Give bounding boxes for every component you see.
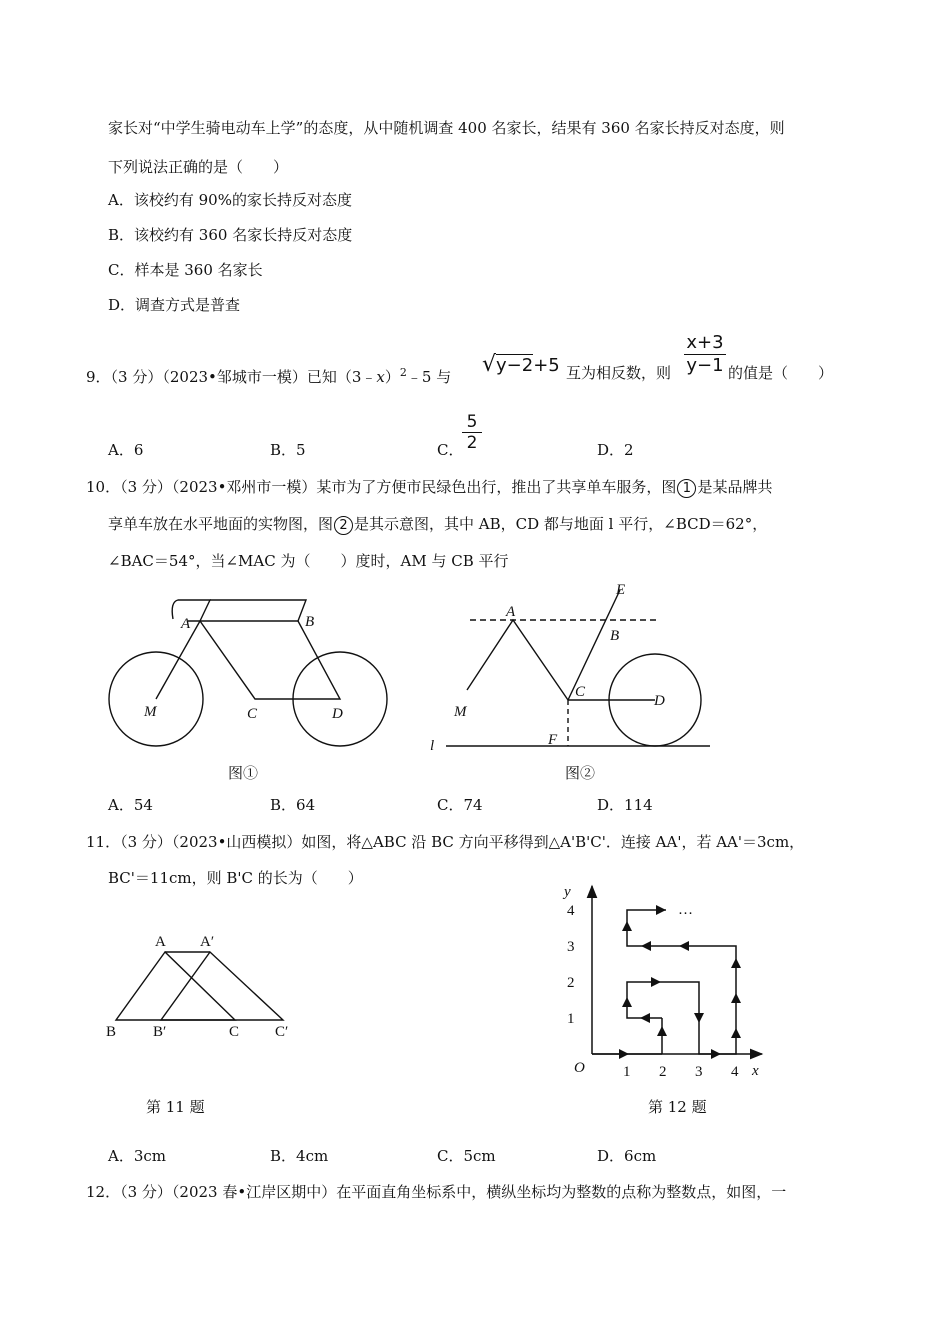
fig1-seat-stay xyxy=(156,621,200,699)
q12-origin-label: O xyxy=(574,1060,585,1076)
q12-x-label: x xyxy=(752,1063,759,1079)
q12-arrow-5 xyxy=(694,1013,704,1023)
q10-figure2-schematic xyxy=(420,578,720,753)
q10-figure1-caption: 图① xyxy=(228,764,259,782)
q9-sqrt-content: y−2 xyxy=(496,355,534,376)
fig1-label-m: M xyxy=(144,704,157,720)
q8-option-d: D．调查方式是普查 xyxy=(108,296,241,314)
q10-line2 xyxy=(108,514,767,535)
q9-var-x: x xyxy=(376,368,385,386)
q10-line3: ∠BAC＝54°，当∠MAC 为（ ）度时，AM 与 CB 平行 xyxy=(108,552,509,570)
fig1-label-d: D xyxy=(332,706,343,722)
q9-after-exponent: ﹣5 与 xyxy=(406,368,452,386)
q10-option-a: A．54 xyxy=(108,796,153,814)
q9-radical-sign: √ xyxy=(482,352,497,377)
q9-option-c-numerator: 5 xyxy=(466,412,478,432)
q10-line1 xyxy=(86,477,772,498)
q10-option-c: C．74 xyxy=(437,796,483,814)
q11-figure-translation xyxy=(100,928,300,1043)
q11-label-c-prime: C′ xyxy=(275,1024,289,1040)
q12-arrow-9 xyxy=(731,958,741,968)
fig1-frame xyxy=(200,621,340,699)
q12-y-tick-1: 1 xyxy=(567,1011,575,1027)
q12-y-tick-3: 3 xyxy=(567,939,575,955)
q10-option-d: D．114 xyxy=(597,796,653,814)
q12-arrow-0 xyxy=(619,1049,629,1059)
q12-arrow-1 xyxy=(657,1026,667,1036)
q8-option-b: B．该校约有 360 名家长持反对态度 xyxy=(108,226,353,244)
q12-arrow-12 xyxy=(622,921,632,931)
q12-arrow-4 xyxy=(651,977,661,987)
q11-option-a: A．3cm xyxy=(108,1147,167,1165)
q10-line2b: 是其示意图，其中 AB，CD 都与地面 l 平行，∠BCD＝62°， xyxy=(354,515,768,533)
q12-figure-caption: 第 12 题 xyxy=(648,1098,707,1116)
fig2-label-l: l xyxy=(430,738,435,754)
q11-line1: 11．（3 分）（2023•山西模拟）如图，将△ABC 沿 BC 方向平移得到△A'B'C'．连接 AA'，若 AA'＝3cm， xyxy=(86,833,805,851)
q10-circled-2: 2 xyxy=(334,516,353,535)
q10-figure1-bicycle xyxy=(100,590,400,750)
q12-y-tick-4: 4 xyxy=(567,903,575,919)
q12-x-tick-4: 4 xyxy=(731,1064,739,1080)
q11-triangle-abc-prime xyxy=(161,952,283,1020)
q12-arrow-13 xyxy=(656,905,666,915)
q12-arrow-8 xyxy=(731,993,741,1003)
q10-line1a: 10．（3 分）（2023•邓州市一模）某市为了方便市民绿色出行，推出了共享单车服务，图 xyxy=(86,478,677,496)
q9-option-c-denominator: 2 xyxy=(466,433,478,453)
q11-label-c: C xyxy=(229,1024,240,1040)
q12-figure-lattice-path xyxy=(556,878,776,1078)
fig2-label-f: F xyxy=(548,732,558,748)
q9-plus-five: +5 xyxy=(533,355,560,376)
q11-label-a: A xyxy=(155,934,166,950)
fig1-label-a: A xyxy=(181,616,191,632)
fig2-label-b: B xyxy=(610,628,620,644)
fig1-handlebar xyxy=(210,600,306,621)
q12-arrow-10 xyxy=(679,941,689,951)
q9-option-c-fraction xyxy=(462,412,482,453)
fig2-label-a: A xyxy=(506,604,516,620)
q9-option-a: A．6 xyxy=(108,441,144,459)
fig2-label-e: E xyxy=(616,582,626,598)
q11-option-d: D．6cm xyxy=(597,1147,657,1165)
fig2-label-d: D xyxy=(654,693,665,709)
q12-y-tick-2: 2 xyxy=(567,975,575,991)
q12-x-tick-3: 3 xyxy=(695,1064,703,1080)
q8-option-a: A．该校约有 90%的家长持反对态度 xyxy=(108,191,352,209)
q10-line2a: 享单车放在水平地面的实物图，图 xyxy=(108,515,334,533)
fig1-label-c: C xyxy=(247,706,258,722)
q11-option-b: B．4cm xyxy=(270,1147,329,1165)
q10-option-b: B．64 xyxy=(270,796,316,814)
q9-tail: 的值是（ ） xyxy=(728,364,834,382)
q12-arrow-2 xyxy=(640,1013,650,1023)
q11-triangle-abc xyxy=(116,952,235,1020)
q8-line1: 家长对“中学生骑电动车上学”的态度，从中随机调查 400 名家长，结果有 360 名家长持反对态度，则 xyxy=(108,119,785,137)
q12-path-main xyxy=(627,910,736,1054)
q9-fraction xyxy=(684,332,726,377)
q12-line1: 12．（3 分）（2023 春•江岸区期中）在平面直角坐标系中，横纵坐标均为整数的点称为整数点，如图，一 xyxy=(86,1183,787,1201)
q8-option-c: C．样本是 360 名家长 xyxy=(108,261,263,279)
q12-ellipsis: … xyxy=(678,902,693,918)
q12-y-label: y xyxy=(564,884,571,900)
q12-arrow-3 xyxy=(622,997,632,1007)
q9-option-b: B．5 xyxy=(270,441,306,459)
q9-stem xyxy=(86,363,451,387)
fig2-am-ac xyxy=(467,620,568,700)
q9-fraction-denominator: y−1 xyxy=(686,355,724,376)
q11-figure-caption: 第 11 题 xyxy=(146,1098,205,1116)
fig2-label-m: M xyxy=(454,704,467,720)
q10-circled-1: 1 xyxy=(677,479,696,498)
q9-text2: 互为相反数，则 xyxy=(566,364,672,382)
fig1-label-b: B xyxy=(305,614,315,630)
fig2-label-c: C xyxy=(575,684,586,700)
q9-option-d: D．2 xyxy=(597,441,634,459)
q12-x-tick-1: 1 xyxy=(623,1064,631,1080)
q11-label-b: B xyxy=(106,1024,117,1040)
q9-fraction-numerator: x+3 xyxy=(686,332,724,353)
fig1-seat xyxy=(172,600,210,621)
q11-line2: BC'＝11cm，则 B'C 的长为（ ） xyxy=(108,869,363,887)
q9-exponent: 2 xyxy=(399,366,407,379)
q9-sqrt-expression xyxy=(482,350,560,381)
q11-option-c: C．5cm xyxy=(437,1147,496,1165)
q9-paren-close: ） xyxy=(384,368,400,386)
q9-option-c: C． xyxy=(437,441,464,459)
q10-line1b: 是某品牌共 xyxy=(697,478,773,496)
q10-figure2-caption: 图② xyxy=(565,764,596,782)
q9-prefix: 9．（3 分）（2023•邹城市一模）已知（3﹣ xyxy=(86,368,377,386)
q12-arrow-6 xyxy=(711,1049,721,1059)
q12-x-tick-2: 2 xyxy=(659,1064,667,1080)
q8-line2: 下列说法正确的是（ ） xyxy=(108,158,289,176)
q12-arrow-11 xyxy=(641,941,651,951)
q12-arrow-7 xyxy=(731,1028,741,1038)
q11-label-a-prime: A′ xyxy=(200,934,215,950)
q11-label-b-prime: B′ xyxy=(153,1024,167,1040)
